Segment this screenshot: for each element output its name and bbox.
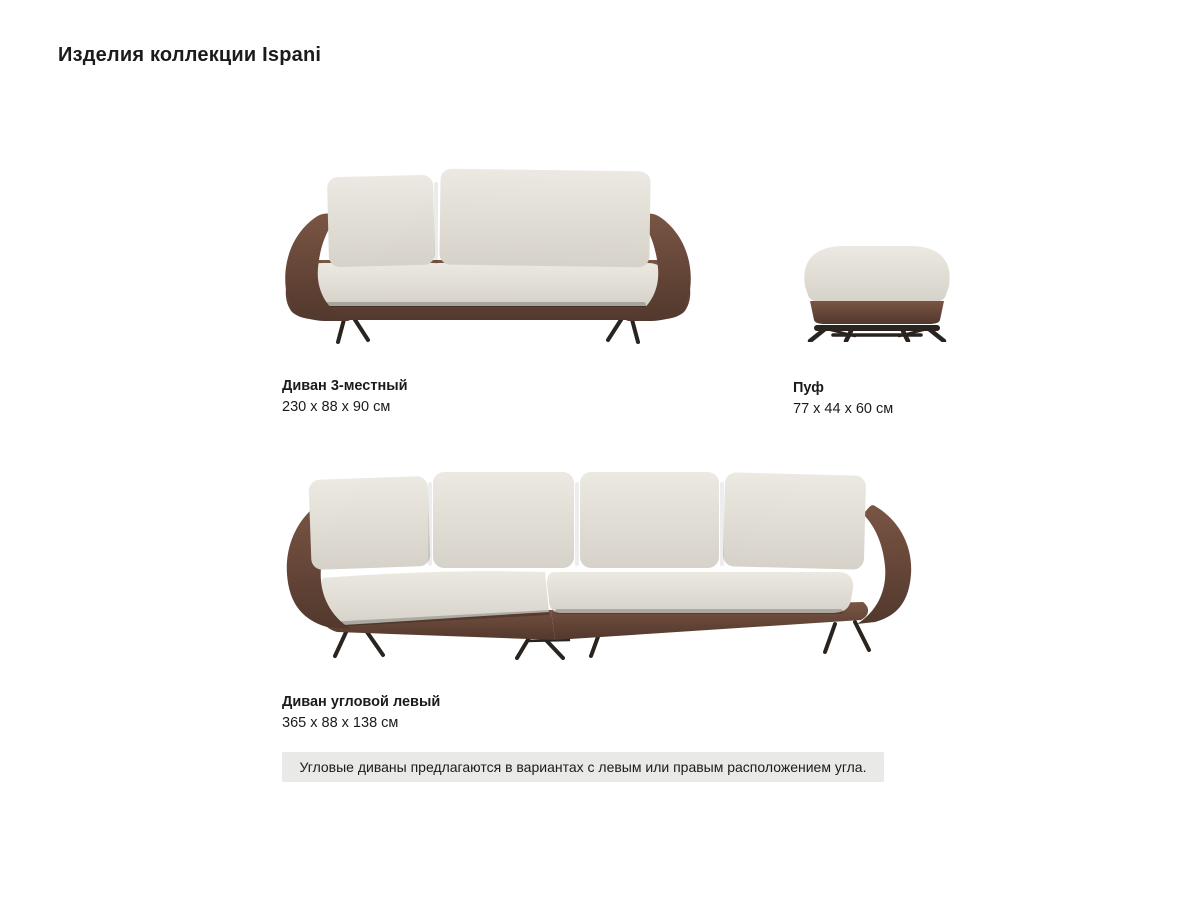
sofa-cushion-gap-shadow	[434, 182, 438, 264]
sofa-3-seat-image	[278, 160, 698, 345]
corner-cushion-gap-3	[720, 482, 724, 566]
corner-back-cushion-4	[723, 472, 866, 570]
sofa-corner-left-image	[277, 462, 922, 660]
product-pouf	[793, 240, 961, 420]
corner-back-cushion-3	[580, 472, 719, 568]
corner-back-cushion-2	[433, 472, 574, 568]
pouf-image	[793, 240, 961, 342]
sofa-seat-shadow	[324, 302, 646, 307]
corner-back-cushion-1	[309, 476, 431, 570]
product-dimensions: 365 x 88 x 138 см	[282, 715, 399, 731]
sofa-back-cushion-right	[439, 169, 650, 268]
pouf-cushion	[804, 246, 949, 303]
page-title: Изделия коллекции Ispani	[58, 44, 322, 66]
corner-cushion-gap-2	[575, 482, 579, 566]
sofa-back-cushion-left	[327, 175, 435, 268]
corner-variant-note: Угловые диваны предлагаются в вариантах с левым или правым расположением угла.	[282, 752, 884, 782]
sofa-seat-cushion	[307, 263, 665, 306]
pouf-leather-band	[810, 301, 944, 324]
product-name: Диван 3-местный	[282, 378, 408, 394]
corner-cushion-gap-1	[428, 482, 432, 566]
corner-seat-shadow-right	[555, 609, 843, 614]
pouf-frame	[817, 328, 937, 336]
product-dimensions: 230 x 88 x 90 см	[282, 399, 391, 415]
product-name: Диван угловой левый	[282, 694, 441, 710]
product-name: Пуф	[793, 380, 824, 396]
product-sofa-3-seat	[278, 160, 698, 418]
product-sofa-corner-left	[277, 462, 922, 734]
product-dimensions: 77 x 44 x 60 см	[793, 401, 894, 417]
corner-sofa-seat-right	[547, 572, 853, 613]
